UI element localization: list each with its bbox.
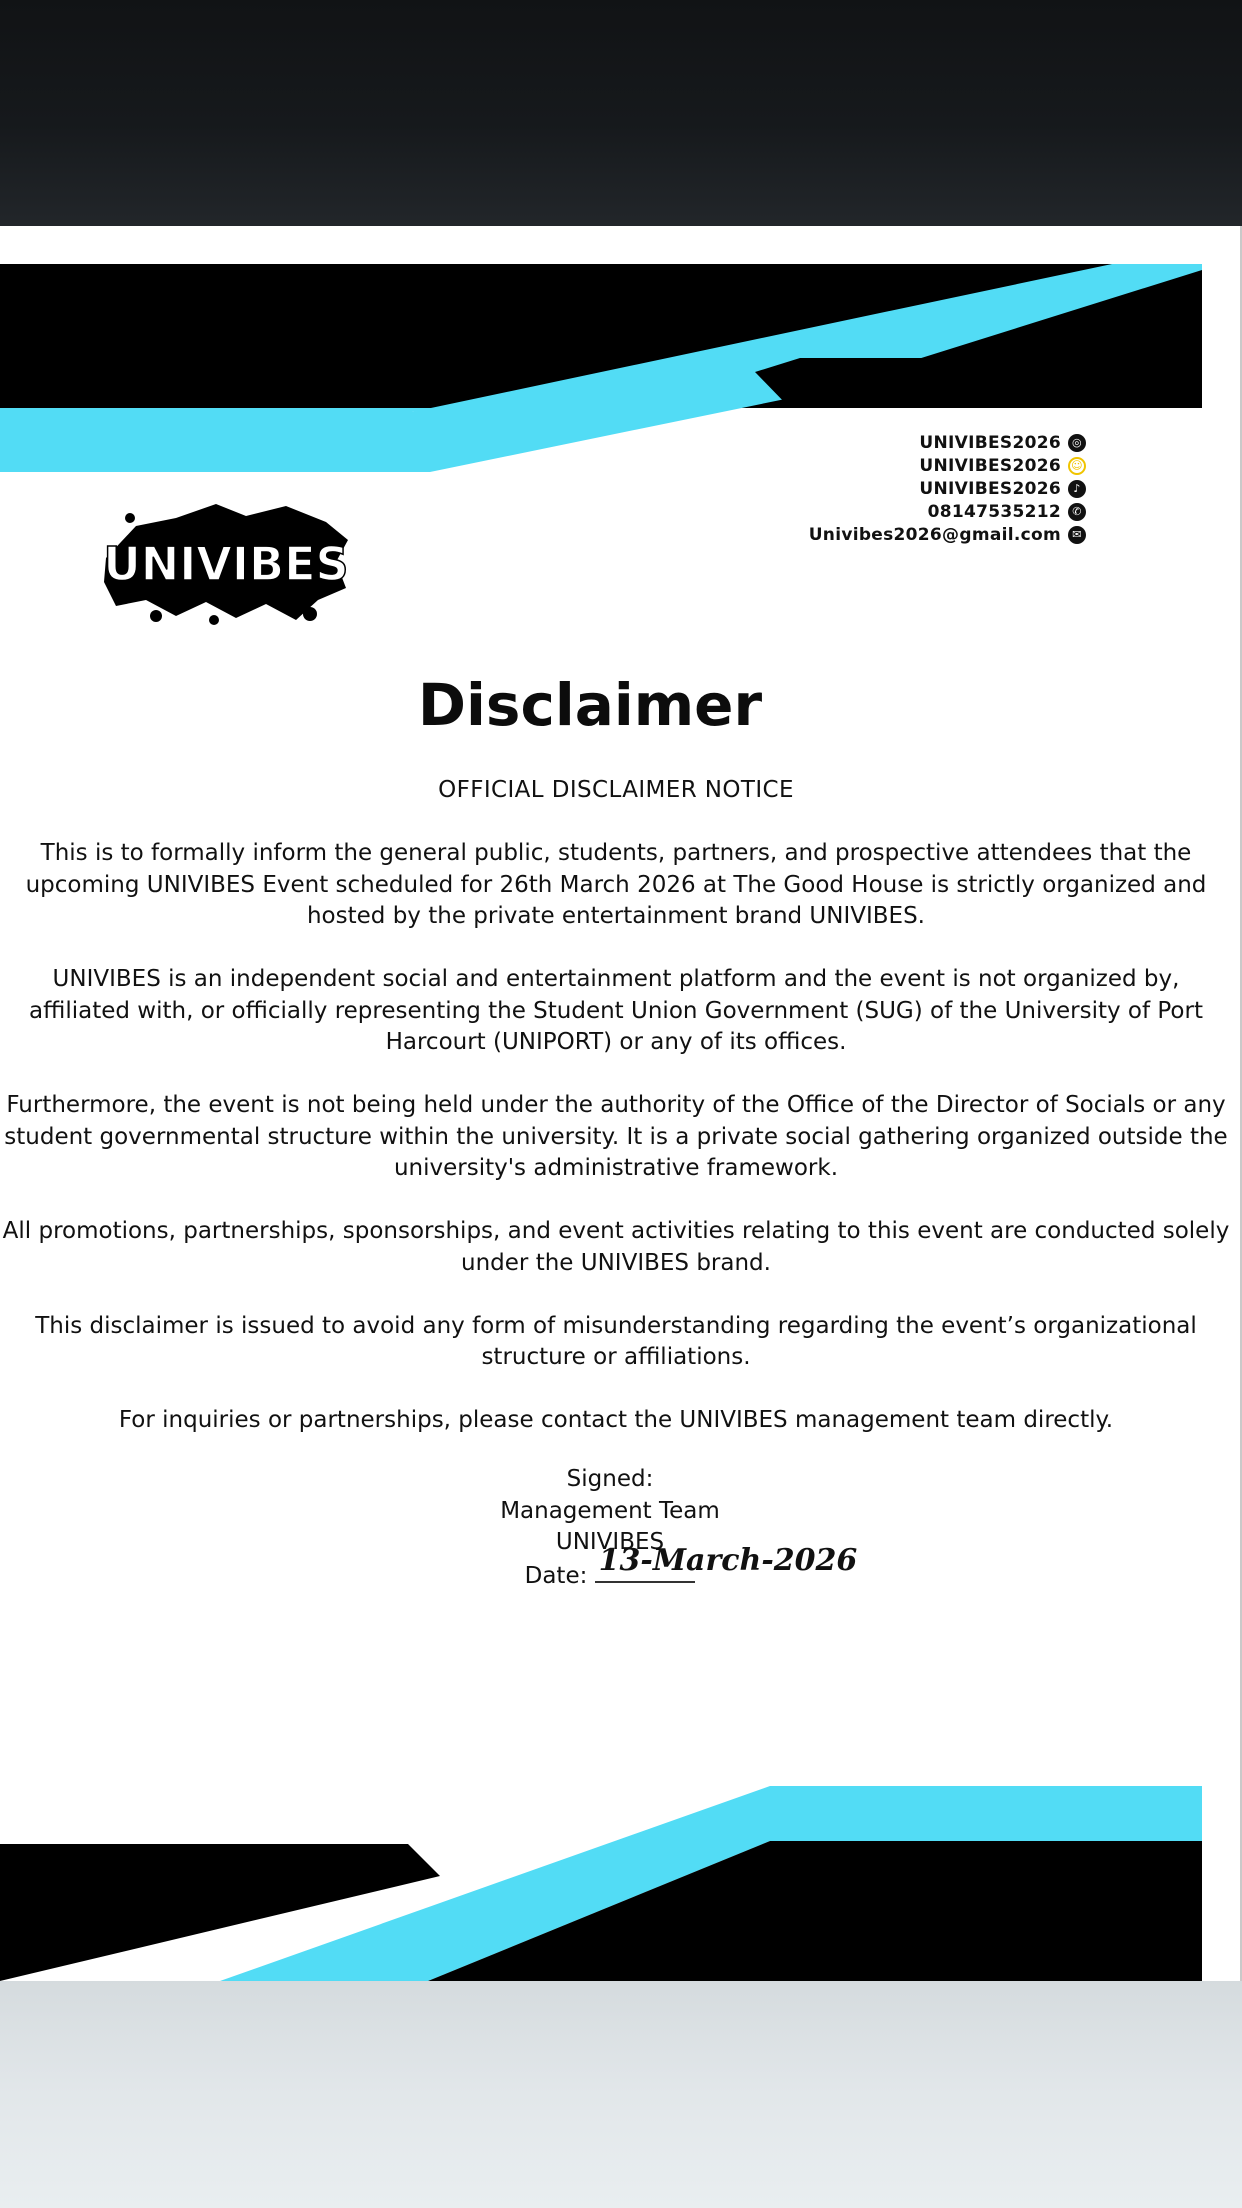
contact-list (809, 431, 1086, 546)
contact-tiktok[interactable]: UNIVIBES2026 ♪ (809, 477, 1086, 500)
paragraph: Furthermore, the event is not being held under the authority of the Office of the Director of Socials or any student governmental structure within the university. It is a private social gathering organized outside the university's administrative framework. (4, 1092, 1228, 1181)
contact-phone[interactable]: 08147535212 ✆ (809, 500, 1086, 523)
disclaimer-body (0, 838, 1232, 1468)
tiktok-icon: ♪ (1068, 480, 1086, 498)
contact-snapchat[interactable]: UNIVIBES2026 ☺ (809, 454, 1086, 477)
snapchat-icon: ☺ (1068, 457, 1086, 475)
phone-icon: ✆ (1068, 503, 1086, 521)
screen-top-band (0, 0, 1242, 226)
paragraph: This is to formally inform the general public, students, partners, and prospective attendees that the upcoming UNIVIBES Event scheduled for 26th March 2026 at The Good House is strictly organized and hosted by the private entertainment brand UNIVIBES. (25, 840, 1207, 929)
document-page (0, 226, 1242, 1981)
signature-block (0, 1464, 1220, 1592)
date-label: Date: (524, 1562, 588, 1589)
svg-text:UNIVIBES: UNIVIBES (103, 537, 349, 591)
paragraph: For inquiries or partnerships, please contact the UNIVIBES management team directly. (118, 1407, 1114, 1433)
contact-email[interactable]: Univibes2026@gmail.com ✉ (809, 523, 1086, 546)
signed-label: Signed: (566, 1466, 654, 1492)
signature-brand: UNIVIBES (555, 1529, 665, 1555)
footer-decoration (0, 1786, 1242, 1981)
paragraph: All promotions, partnerships, sponsorships, and event activities relating to this event are conducted solely under the UNIVIBES brand. (2, 1218, 1230, 1276)
univibes-logo (96, 496, 356, 626)
page-title: Disclaimer (417, 671, 763, 739)
paragraph: This disclaimer is issued to avoid any form of misunderstanding regarding the event’s organizational structure or affiliations. (35, 1312, 1197, 1370)
handwritten-date: 13-March-2026 (598, 1542, 858, 1578)
screen-bottom-band (0, 1981, 1242, 2208)
paragraph: UNIVIBES is an independent social and entertainment platform and the event is not organized by, affiliated with, or officially representing the Student Union Government (SUG) of the University of Port Harcourt (UNIPORT) or any of its offices. (29, 966, 1203, 1055)
mail-icon: ✉ (1068, 526, 1086, 544)
signature-team: Management Team (500, 1497, 720, 1524)
instagram-icon: ◎ (1068, 434, 1086, 452)
contact-instagram[interactable]: UNIVIBES2026 ◎ (809, 431, 1086, 454)
notice-subtitle: OFFICIAL DISCLAIMER NOTICE (438, 777, 794, 803)
